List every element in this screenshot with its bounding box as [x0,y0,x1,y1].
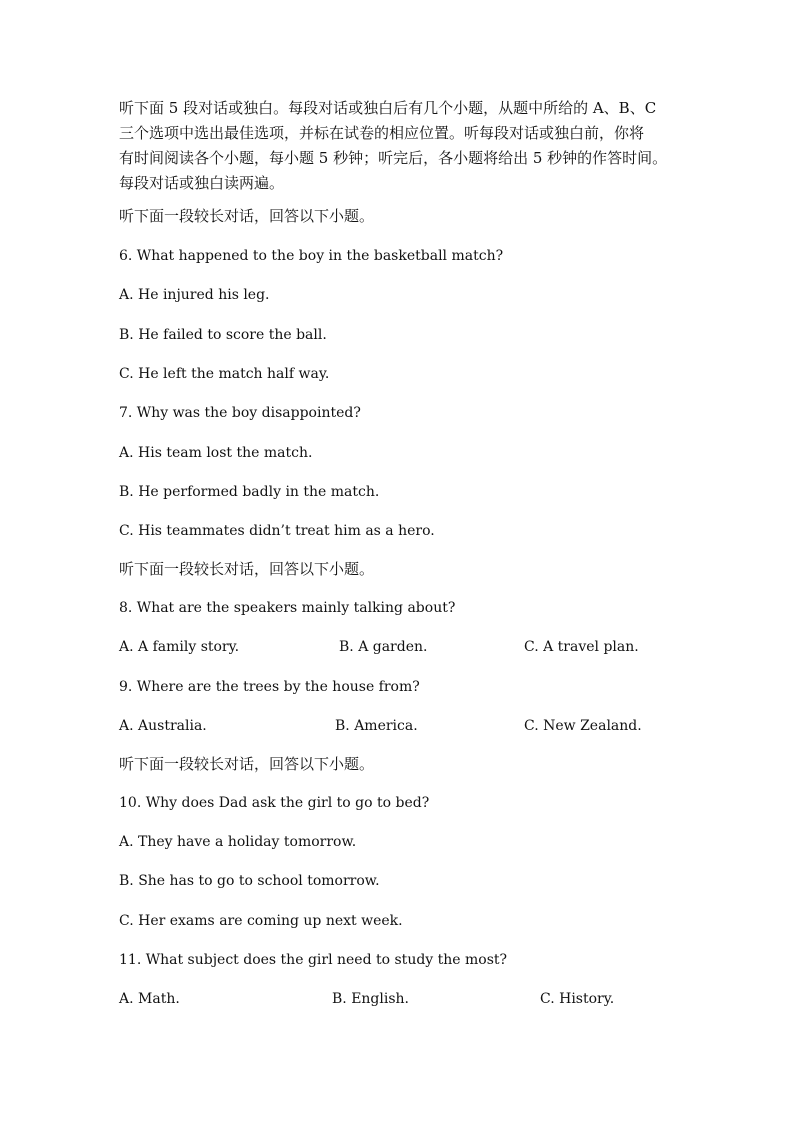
question-11-option-c: C. History. [540,991,615,1007]
question-10-option-a: A. They have a holiday tomorrow. [119,834,357,850]
question-8-option-c: C. A travel plan. [524,639,639,655]
instructions-line: 每段对话或独白读两遍。 [119,174,285,192]
question-7-option-c: C. His teammates didn’t treat him as a hero. [119,523,435,539]
question-9-option-b: B. America. [335,718,418,734]
question-11: 11. What subject does the girl need to study the most? [119,952,508,968]
question-7: 7. Why was the boy disappointed? [119,405,361,421]
question-10-option-c: C. Her exams are coming up next week. [119,913,403,929]
section-heading-3: 听下面一段较长对话，回答以下小题。 [119,755,375,773]
question-8-option-a: A. A family story. [119,639,240,655]
question-6-option-c: C. He left the match half way. [119,366,330,382]
instructions-line: 有时间阅读各个小题，每小题 5 秒钟；听完后，各小题将给出 5 秒钟的作答时间。 [119,149,668,167]
instructions-line: 三个选项中选出最佳选项，并标在试卷的相应位置。听每段对话或独白前，你将 [119,124,645,142]
instructions-line: 听下面 5 段对话或独白。每段对话或独白后有几个小题，从题中所给的 A、B、C [119,99,657,117]
question-8: 8. What are the speakers mainly talking about? [119,600,456,616]
question-9-option-a: A. Australia. [119,718,207,734]
instructions-paragraph [119,96,679,196]
question-11-option-b: B. English. [332,991,409,1007]
question-7-option-b: B. He performed badly in the match. [119,484,380,500]
question-9: 9. Where are the trees by the house from? [119,679,420,695]
question-8-option-b: B. A garden. [339,639,428,655]
question-6: 6. What happened to the boy in the basketball match? [119,248,504,264]
section-heading-2: 听下面一段较长对话，回答以下小题。 [119,560,375,578]
question-6-option-b: B. He failed to score the ball. [119,327,327,343]
question-10: 10. Why does Dad ask the girl to go to bed? [119,795,430,811]
question-10-option-b: B. She has to go to school tomorrow. [119,873,380,889]
question-11-option-a: A. Math. [119,991,180,1007]
question-7-option-a: A. His team lost the match. [119,445,313,461]
question-6-option-a: A. He injured his leg. [119,287,270,303]
question-9-option-c: C. New Zealand. [524,718,642,734]
section-heading-1: 听下面一段较长对话，回答以下小题。 [119,207,375,225]
